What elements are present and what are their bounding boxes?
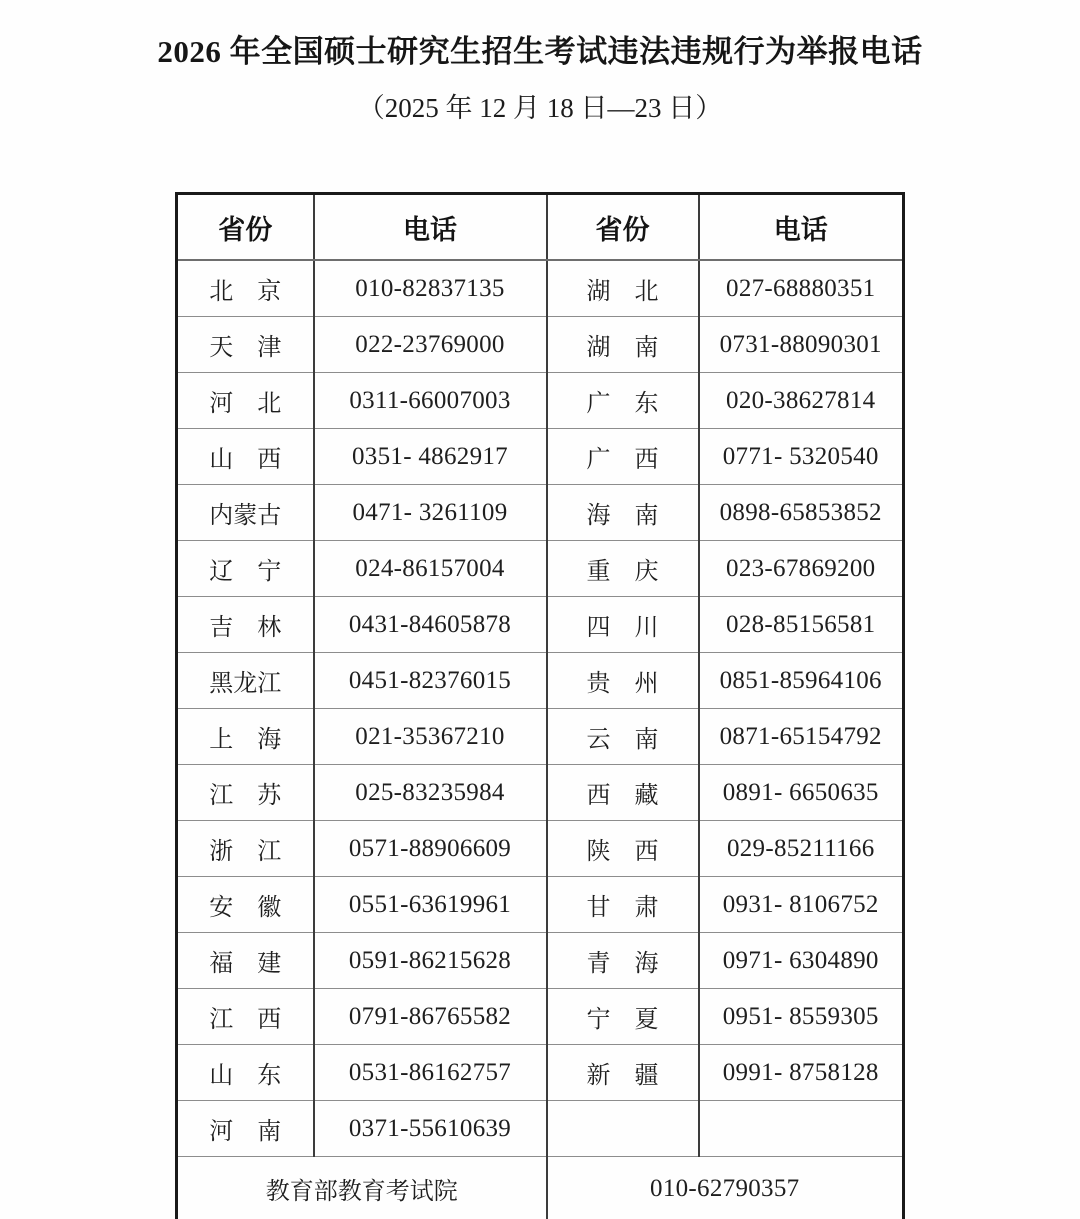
phone-cell: 0951- 8559305 bbox=[699, 989, 904, 1045]
table-row bbox=[177, 429, 904, 485]
header-phone-left: 电话 bbox=[314, 194, 547, 261]
phone-cell: 024-86157004 bbox=[314, 541, 547, 597]
phone-cell: 029-85211166 bbox=[699, 821, 904, 877]
province-cell: 辽 宁 bbox=[177, 541, 314, 597]
province-cell: 甘 肃 bbox=[547, 877, 699, 933]
table-row bbox=[177, 933, 904, 989]
table-row bbox=[177, 821, 904, 877]
province-cell: 新 疆 bbox=[547, 1045, 699, 1101]
phone-cell: 0571-88906609 bbox=[314, 821, 547, 877]
phone-cell: 0471- 3261109 bbox=[314, 485, 547, 541]
province-cell: 吉 林 bbox=[177, 597, 314, 653]
province-cell: 山 西 bbox=[177, 429, 314, 485]
page-title: 2026 年全国硕士研究生招生考试违法违规行为举报电话 bbox=[157, 34, 923, 69]
phone-cell: 010-82837135 bbox=[314, 260, 547, 317]
province-cell: 宁 夏 bbox=[547, 989, 699, 1045]
province-cell: 湖 北 bbox=[547, 260, 699, 317]
province-cell: 云 南 bbox=[547, 709, 699, 765]
table-row bbox=[177, 260, 904, 317]
phone-cell: 0891- 6650635 bbox=[699, 765, 904, 821]
phone-cell-empty bbox=[699, 1101, 904, 1157]
header-phone-right: 电话 bbox=[699, 194, 904, 261]
phone-cell: 025-83235984 bbox=[314, 765, 547, 821]
footer-phone-cell: 010-62790357 bbox=[547, 1157, 904, 1219]
page-subtitle: （2025 年 12 月 18 日—23 日） bbox=[357, 93, 723, 123]
province-cell: 四 川 bbox=[547, 597, 699, 653]
table-header-row bbox=[177, 194, 904, 261]
province-cell: 湖 南 bbox=[547, 317, 699, 373]
province-cell: 上 海 bbox=[177, 709, 314, 765]
phone-cell: 0971- 6304890 bbox=[699, 933, 904, 989]
province-cell: 重 庆 bbox=[547, 541, 699, 597]
province-cell: 河 南 bbox=[177, 1101, 314, 1157]
table-row bbox=[177, 597, 904, 653]
province-cell: 海 南 bbox=[547, 485, 699, 541]
province-cell: 贵 州 bbox=[547, 653, 699, 709]
table-row bbox=[177, 1101, 904, 1157]
phone-cell: 0311-66007003 bbox=[314, 373, 547, 429]
province-cell: 山 东 bbox=[177, 1045, 314, 1101]
header-province-left: 省份 bbox=[177, 194, 314, 261]
phone-cell: 027-68880351 bbox=[699, 260, 904, 317]
province-cell: 浙 江 bbox=[177, 821, 314, 877]
province-cell: 天 津 bbox=[177, 317, 314, 373]
phone-cell: 0771- 5320540 bbox=[699, 429, 904, 485]
table-row bbox=[177, 765, 904, 821]
phone-cell: 0898-65853852 bbox=[699, 485, 904, 541]
phone-cell: 0371-55610639 bbox=[314, 1101, 547, 1157]
table-row bbox=[177, 373, 904, 429]
province-cell: 青 海 bbox=[547, 933, 699, 989]
header-province-right: 省份 bbox=[547, 194, 699, 261]
phone-cell: 0991- 8758128 bbox=[699, 1045, 904, 1101]
phone-cell: 0431-84605878 bbox=[314, 597, 547, 653]
province-cell: 北 京 bbox=[177, 260, 314, 317]
province-cell: 陕 西 bbox=[547, 821, 699, 877]
province-cell: 内蒙古 bbox=[177, 485, 314, 541]
province-cell: 江 苏 bbox=[177, 765, 314, 821]
phone-cell: 022-23769000 bbox=[314, 317, 547, 373]
phone-cell: 021-35367210 bbox=[314, 709, 547, 765]
table-row bbox=[177, 1045, 904, 1101]
phone-cell: 0551-63619961 bbox=[314, 877, 547, 933]
province-cell: 安 徽 bbox=[177, 877, 314, 933]
table-row bbox=[177, 989, 904, 1045]
table-row bbox=[177, 709, 904, 765]
province-cell: 福 建 bbox=[177, 933, 314, 989]
phone-cell: 0451-82376015 bbox=[314, 653, 547, 709]
phone-cell: 0531-86162757 bbox=[314, 1045, 547, 1101]
province-cell: 西 藏 bbox=[547, 765, 699, 821]
footer-agency-cell: 教育部教育考试院 bbox=[177, 1157, 547, 1219]
table-row bbox=[177, 653, 904, 709]
province-cell: 黑龙江 bbox=[177, 653, 314, 709]
report-phone-table bbox=[175, 192, 905, 1219]
table-footer-row bbox=[177, 1157, 904, 1219]
province-cell: 广 东 bbox=[547, 373, 699, 429]
phone-cell: 0731-88090301 bbox=[699, 317, 904, 373]
province-cell: 江 西 bbox=[177, 989, 314, 1045]
table-row bbox=[177, 485, 904, 541]
phone-cell: 0351- 4862917 bbox=[314, 429, 547, 485]
phone-cell: 028-85156581 bbox=[699, 597, 904, 653]
phone-cell: 0931- 8106752 bbox=[699, 877, 904, 933]
table-row bbox=[177, 541, 904, 597]
phone-cell: 0871-65154792 bbox=[699, 709, 904, 765]
province-cell: 广 西 bbox=[547, 429, 699, 485]
phone-cell: 020-38627814 bbox=[699, 373, 904, 429]
table-row bbox=[177, 317, 904, 373]
phone-cell: 023-67869200 bbox=[699, 541, 904, 597]
province-cell-empty bbox=[547, 1101, 699, 1157]
province-cell: 河 北 bbox=[177, 373, 314, 429]
table-row bbox=[177, 877, 904, 933]
phone-cell: 0851-85964106 bbox=[699, 653, 904, 709]
phone-cell: 0591-86215628 bbox=[314, 933, 547, 989]
phone-cell: 0791-86765582 bbox=[314, 989, 547, 1045]
